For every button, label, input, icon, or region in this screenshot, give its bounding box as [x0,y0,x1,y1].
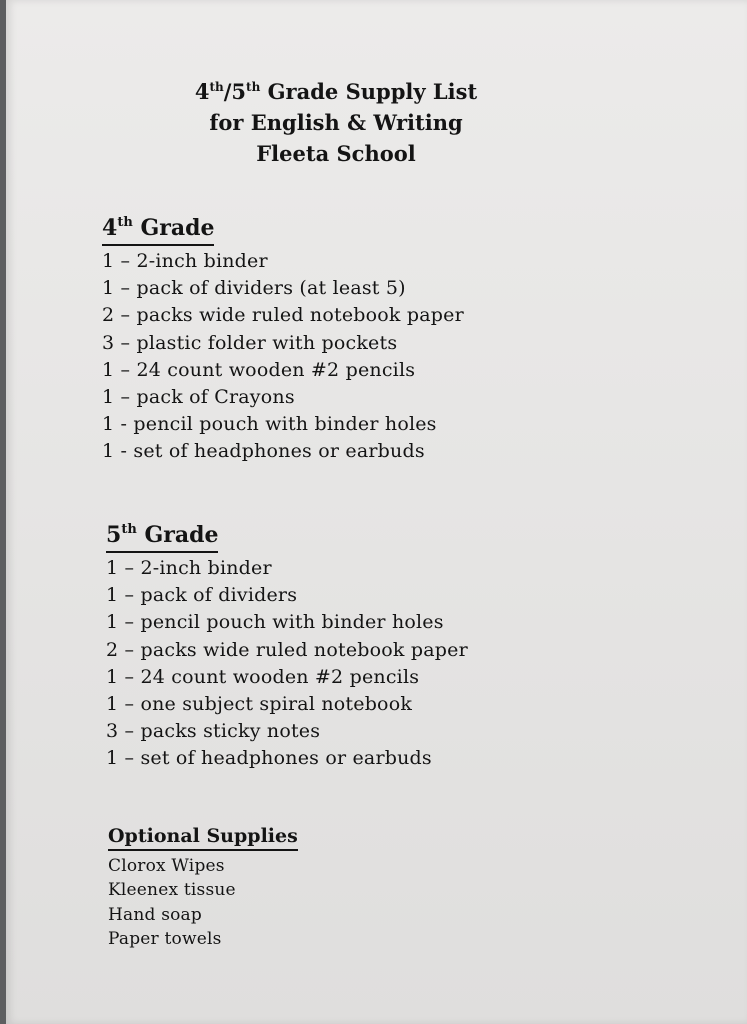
grade-4-heading-text: Grade [132,215,215,241]
list-item: 1 – pack of dividers [106,584,298,607]
list-item: 1 - pencil pouch with binder holes [102,413,437,436]
list-item: 1 – 2-inch binder [106,557,272,579]
title-slash: / [223,79,232,104]
list-item: 1 – 24 count wooden #2 pencils [102,358,416,381]
grade-5-heading-suffix: th [121,522,137,537]
document-title [156,76,516,107]
list-item: 1 – set of headphones or earbuds [106,747,432,770]
list-item: 3 – plastic folder with pockets [102,331,398,354]
title-grade-second-suffix: th [246,80,261,94]
optional-supplies-heading: Optional Supplies [108,823,298,851]
title-grade-first-suffix: th [209,80,224,94]
document-subtitle: for English & Writing [209,110,463,135]
list-item: 2 – packs wide ruled notebook paper [102,304,464,327]
list-item: 1 – pack of Crayons [102,386,295,409]
grade-5-section [106,519,468,773]
grade-5-list [106,555,468,773]
school-name: Fleeta School [256,141,416,166]
list-item: 1 - set of headphones or earbuds [102,440,425,463]
optional-supplies-section [108,823,298,951]
list-item: 1 – one subject spiral notebook [106,693,413,716]
list-item: Paper towels [108,928,222,949]
list-item: Kleenex tissue [108,880,236,901]
list-item: 1 – pencil pouch with binder holes [106,611,444,634]
list-item: 1 – 24 count wooden #2 pencils [106,665,420,688]
optional-supplies-list [108,854,298,951]
grade-5-heading-text: Grade [136,522,219,548]
title-text: Grade Supply List [260,79,478,104]
list-item: Clorox Wipes [108,856,225,876]
title-grade-second: 5 [231,79,247,104]
grade-4-section [102,212,464,466]
grade-4-heading-suffix: th [117,215,133,230]
title-grade-first: 4 [194,79,210,104]
list-item: 1 – pack of dividers (at least 5) [102,277,406,300]
grade-5-heading-number: 5 [106,522,122,548]
list-item: Hand soap [108,904,202,925]
title-block [156,76,516,169]
supply-list-page [6,0,747,1024]
list-item: 3 – packs sticky notes [106,720,321,743]
list-item: 2 – packs wide ruled notebook paper [106,638,468,661]
grade-4-list [102,248,464,466]
grade-4-heading [102,212,214,246]
list-item: 1 – 2-inch binder [102,250,268,272]
grade-4-heading-number: 4 [102,215,118,241]
grade-5-heading [106,519,218,553]
